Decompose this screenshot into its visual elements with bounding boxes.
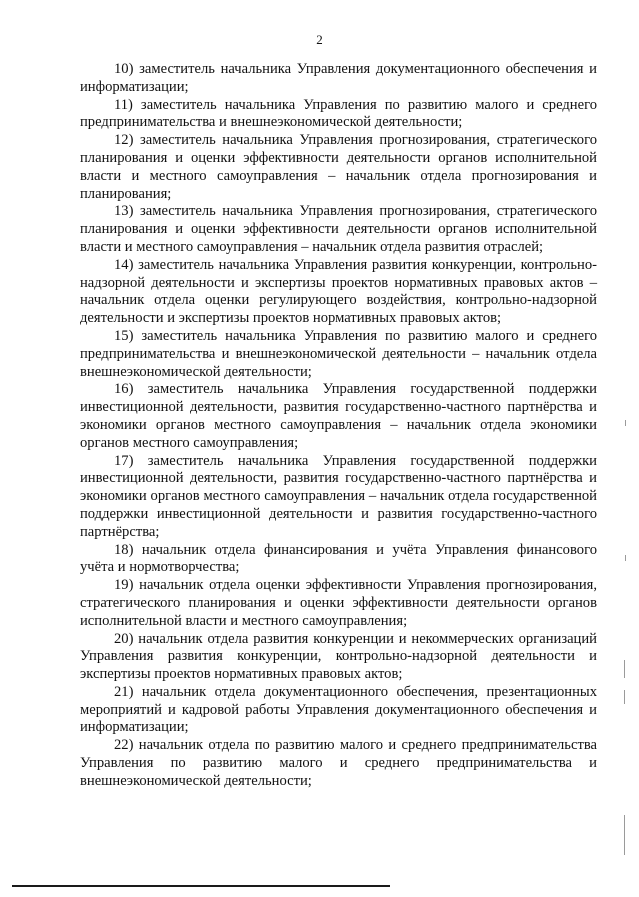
list-item-22: 22) начальник отдела по развитию малого и среднего предпринимательства Управления по развитию малого и среднего предпринимательства и внешнеэкономической деятельности;: [80, 737, 597, 789]
list-item-19: 19) начальник отдела оценки эффективности Управления прогнозирования, стратегического планирования и оценки эффективности деятельности органов исполнительной власти и местного самоуправления;: [80, 577, 597, 629]
list-item-20: 20) начальник отдела развития конкуренции и некоммерческих организаций Управления развития конкуренции, контрольно-надзорной деятельности и экспертизы проектов нормативных правовых актов;: [80, 630, 597, 683]
scan-margin-mark: [624, 815, 625, 855]
list-item-17: 17) заместитель начальника Управления государственной поддержки инвестиционной деятельности, развития государственно-частного партнёрства и экономики органов местного самоуправления – начальник отдела государственной поддержки инвестиционной деятельности и развития государственно-частного партнёрства;: [80, 452, 597, 540]
list-item-10: 10) заместитель начальника Управления документационного обеспечения и информатизации;: [80, 61, 597, 95]
list-item-12: 12) заместитель начальника Управления прогнозирования, стратегического планирования и оценки эффективности деятельности органов исполнительной власти и местного самоуправления – начальник отдела прогнозирования и планирования;: [80, 132, 597, 202]
scan-margin-mark: [625, 555, 626, 561]
list-item-16: 16) заместитель начальника Управления государственной поддержки инвестиционной деятельности, развития государственно-частного партнёрства и экономики органов местного самоуправления – начальник отдела экономики органов местного самоуправления;: [80, 381, 597, 451]
list-item-15: 15) заместитель начальника Управления по развитию малого и среднего предпринимательства и внешнеэкономической деятельности – начальник отдела внешнеэкономической деятельности;: [80, 327, 597, 380]
list-item-14: 14) заместитель начальника Управления развития конкуренции, контрольно-надзорной деятельности и экспертизы проектов нормативных правовых актов – начальник отдела оценки регулирующего воздействия, контрольно-надзорной деятельности и экспертизы проектов нормативных правовых актов;: [80, 256, 597, 327]
scan-margin-mark: [625, 420, 626, 426]
page-number: 2: [316, 32, 323, 47]
bottom-rule: [12, 885, 390, 887]
scan-margin-mark: [624, 690, 625, 704]
scan-margin-mark: [624, 660, 625, 678]
list-item-13: 13) заместитель начальника Управления прогнозирования, стратегического планирования и оценки эффективности деятельности органов исполнительной власти и местного самоуправления – начальник отдела развития отраслей;: [80, 203, 597, 255]
list-item-21: 21) начальник отдела документационного обеспечения, презентационных мероприятий и кадровой работы Управления документационного обеспечения и информатизации;: [80, 683, 597, 736]
document-body: [80, 61, 597, 791]
list-item-11: 11) заместитель начальника Управления по развитию малого и среднего предпринимательства и внешнеэкономической деятельности;: [80, 96, 597, 131]
list-item-18: 18) начальник отдела финансирования и учёта Управления финансового учёта и нормотворчества;: [80, 541, 597, 576]
